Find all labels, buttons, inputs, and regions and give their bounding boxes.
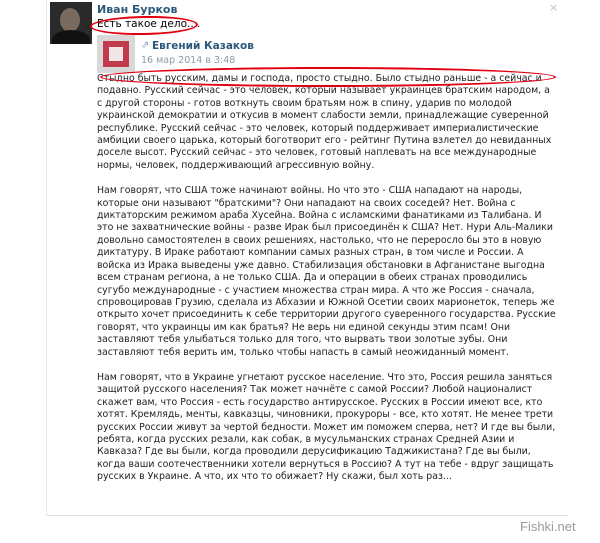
close-icon[interactable]: ×	[549, 1, 559, 14]
repost-text	[97, 73, 557, 497]
post-text: Есть такое дело....	[97, 18, 201, 30]
divider	[46, 515, 568, 516]
post-author-link[interactable]: Иван Бурков	[97, 3, 178, 16]
repost-date[interactable]: 16 мар 2014 в 3:48	[141, 55, 236, 66]
share-arrow-icon: ⇗	[141, 40, 150, 51]
red-underline-annotation	[100, 67, 556, 87]
avatar[interactable]	[50, 2, 92, 44]
repost-author-link[interactable]: Евгений Казаков	[152, 40, 254, 52]
paragraph: Нам говорят, что США тоже начинают войны. Но что это - США нападают на народы, которые они называют "братскими"? Они нападают на своих соседей? Нет. Война с диктаторским режимом араба Хусейна. Война с исламскими фанатиками из Талибана. И это не захватнические войны - разве Ирак был присоединён к США? Нет. Нури Аль-Малики довольно самостоятелен в своих решениях, настолько, что не переросло бы это в новую диктатуру. В Ираке работают компании самых разных стран, в том числе и России. А войска из Ирака выведены уже давно. Стабилизация обстановки в Афганистане выгодна всем странам региона, а не только США. Да и операции в обеих странах проводились сугубо международные - с участием множества стран мира. А что же Россия - сначала, спровоцировав Грузию, сделала из Абхазии и Южной Осетии своих марионеток, теперь же открыто хочет присоединить к себе территории другого суверенного государства. Русские говорят, что украинцы им как братья? Не верь ни единой секунды этим псам! Они заставляют тебя улыбаться только для того, что вырвать твои золотые зубы. Они заставляют тебя верить им, только чтобы напасть в самый неожиданный момент.	[97, 185, 556, 358]
repost-block	[97, 35, 557, 515]
paragraph: Стыдно быть русским, дамы и господа, просто стыдно. Было стыдно раньше - а сейчас и подавно. Русский сейчас - это человек, который называет украинцев братским народом, а с другой стороны - готов воткнуть своим братьям нож в спину, ударив по молодой украинской демократии и откусив в момент слабости земли, принадлежащие суверенной республике. Русский сейчас - это человек, который поддерживает империалистические амбиции своего царька, который боготворит его - рейтинг Путина взлетел до невиданных доселе высот. Русский сейчас - это человек, готовый наплевать на все международные нормы, человек, поддерживающий агрессивную войну.	[97, 73, 552, 171]
repost-avatar[interactable]	[97, 35, 135, 73]
watermark: Fishki.net	[520, 519, 576, 534]
paragraph: Нам говорят, что в Украине угнетают русское население. Что это, Россия решила заняться защитой русского населения? Так может начнёте с самой России? Любой националист скажет вам, что Россия - есть государство антирусское. Русских в России имеют все, кто хотят. Кремлядь, менты, кавказцы, чиновники, прокуроры - все, кто хотят. Не менее трети русских России живут за чертой бедности. Может им поможем сперва, нет? И где вы были, ребята, когда русских резали, как собак, в мусульманских странах Средней Азии и Кавказа? Где вы были, когда проводили дерусификацию Таджикистана? Где вы были, когда ваши соотечественники хотели вернуться в Россию? А тут на тебе - вдруг защищать русских в Украине. А что, их что то обижает? Ну скажи, был хоть раз...	[97, 371, 556, 483]
